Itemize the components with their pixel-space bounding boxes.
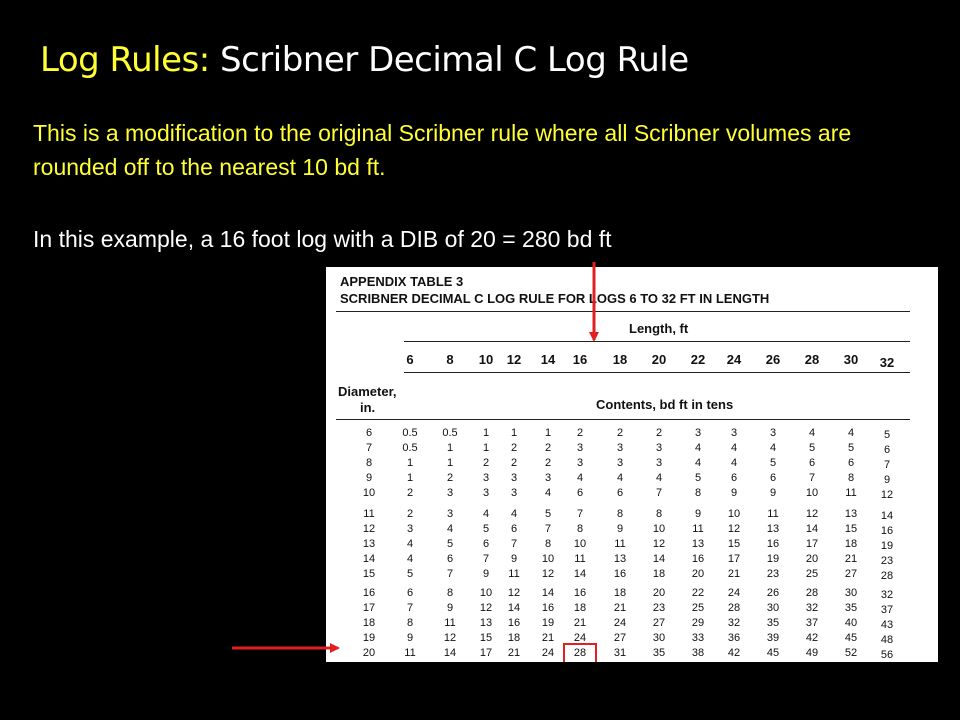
volume-cell: 20 xyxy=(805,553,819,565)
volume-cell: 7 xyxy=(576,508,584,520)
volume-cell: 3 xyxy=(694,427,702,439)
volume-cell: 32 xyxy=(805,602,819,614)
volume-cell: 4 xyxy=(482,508,490,520)
volume-cell: 4 xyxy=(694,457,702,469)
length-header-cell: 22 xyxy=(690,352,706,367)
diameter-cell: 9 xyxy=(365,472,373,484)
volume-cell: 7 xyxy=(808,472,816,484)
volume-cell: 4 xyxy=(544,487,552,499)
table-heading: APPENDIX TABLE 3 xyxy=(340,274,464,289)
volume-cell: 7 xyxy=(406,602,414,614)
volume-cell: 10 xyxy=(805,487,819,499)
volume-cell: 14 xyxy=(541,587,555,599)
volume-cell: 0.5 xyxy=(402,442,418,454)
volume-cell: 1 xyxy=(446,457,454,469)
volume-cell: 5 xyxy=(883,429,891,441)
volume-cell: 9 xyxy=(510,553,518,565)
volume-cell: 2 xyxy=(406,487,414,499)
volume-cell: 12 xyxy=(479,602,493,614)
volume-cell: 10 xyxy=(573,538,587,550)
volume-cell: 30 xyxy=(652,632,666,644)
volume-cell: 4 xyxy=(406,553,414,565)
length-header-cell: 6 xyxy=(406,352,414,367)
volume-cell: 3 xyxy=(510,472,518,484)
volume-cell: 3 xyxy=(730,427,738,439)
volume-cell: 6 xyxy=(847,457,855,469)
volume-cell: 7 xyxy=(482,553,490,565)
volume-cell: 24 xyxy=(573,632,587,644)
volume-cell: 18 xyxy=(573,602,587,614)
length-header-cell: 32 xyxy=(879,355,895,370)
volume-cell: 3 xyxy=(616,442,624,454)
volume-cell: 21 xyxy=(844,553,858,565)
volume-cell: 14 xyxy=(507,602,521,614)
diameter-cell: 15 xyxy=(362,568,376,580)
volume-cell: 1 xyxy=(406,472,414,484)
length-header-cell: 12 xyxy=(506,352,522,367)
volume-cell: 8 xyxy=(406,617,414,629)
volume-cell: 11 xyxy=(444,617,456,629)
volume-cell: 13 xyxy=(613,553,627,565)
volume-cell: 5 xyxy=(482,523,490,535)
volume-cell: 3 xyxy=(482,472,490,484)
diameter-cell: 20 xyxy=(362,647,376,659)
volume-cell: 27 xyxy=(652,617,666,629)
volume-cell: 2 xyxy=(655,427,663,439)
volume-cell: 9 xyxy=(446,602,454,614)
volume-cell: 11 xyxy=(767,508,779,520)
volume-cell: 9 xyxy=(883,474,891,486)
volume-cell: 45 xyxy=(844,632,858,644)
volume-cell: 29 xyxy=(691,617,705,629)
volume-cell: 1 xyxy=(482,427,490,439)
volume-cell: 26 xyxy=(766,587,780,599)
volume-cell: 12 xyxy=(880,489,894,501)
volume-cell: 25 xyxy=(805,568,819,580)
volume-cell: 36 xyxy=(727,632,741,644)
volume-cell: 3 xyxy=(769,427,777,439)
volume-cell: 6 xyxy=(482,538,490,550)
volume-cell: 19 xyxy=(541,617,555,629)
diameter-cell: 10 xyxy=(362,487,376,499)
volume-cell: 5 xyxy=(544,508,552,520)
volume-cell: 4 xyxy=(406,538,414,550)
volume-cell: 9 xyxy=(406,632,414,644)
volume-cell: 11 xyxy=(508,568,520,580)
volume-cell: 23 xyxy=(652,602,666,614)
diameter-label: Diameter, xyxy=(338,384,397,399)
volume-cell: 21 xyxy=(507,647,521,659)
length-header-cell: 24 xyxy=(726,352,742,367)
volume-cell: 12 xyxy=(652,538,666,550)
volume-cell: 9 xyxy=(730,487,738,499)
volume-cell: 1 xyxy=(446,442,454,454)
volume-cell: 5 xyxy=(694,472,702,484)
volume-cell: 8 xyxy=(694,487,702,499)
volume-cell: 15 xyxy=(844,523,858,535)
diameter-cell: 11 xyxy=(363,508,375,520)
volume-cell: 21 xyxy=(573,617,587,629)
table-subheading: SCRIBNER DECIMAL C LOG RULE FOR LOGS 6 TO 32 FT IN LENGTH xyxy=(340,291,770,306)
volume-cell: 4 xyxy=(694,442,702,454)
volume-cell: 18 xyxy=(652,568,666,580)
volume-cell: 25 xyxy=(691,602,705,614)
volume-cell: 14 xyxy=(880,510,894,522)
title-prefix: Log Rules: xyxy=(40,40,210,80)
volume-cell: 37 xyxy=(805,617,819,629)
volume-cell: 3 xyxy=(616,457,624,469)
volume-cell: 2 xyxy=(482,457,490,469)
volume-cell: 9 xyxy=(616,523,624,535)
volume-cell: 3 xyxy=(655,442,663,454)
volume-cell: 6 xyxy=(616,487,624,499)
example-paragraph: In this example, a 16 foot log with a DIB of 20 = 280 bd ft xyxy=(33,226,612,252)
volume-cell: 42 xyxy=(805,632,819,644)
volume-cell: 2 xyxy=(544,442,552,454)
volume-cell: 3 xyxy=(544,472,552,484)
diameter-cell: 18 xyxy=(362,617,376,629)
volume-cell: 17 xyxy=(805,538,819,550)
volume-cell: 8 xyxy=(616,508,624,520)
volume-cell: 15 xyxy=(479,632,493,644)
volume-cell: 9 xyxy=(694,508,702,520)
volume-cell: 1 xyxy=(544,427,552,439)
diameter-cell: 16 xyxy=(362,587,376,599)
volume-cell: 14 xyxy=(573,568,587,580)
volume-cell: 9 xyxy=(482,568,490,580)
volume-cell: 16 xyxy=(507,617,521,629)
volume-cell: 3 xyxy=(406,523,414,535)
volume-cell: 11 xyxy=(574,553,586,565)
volume-cell: 8 xyxy=(446,587,454,599)
volume-cell: 6 xyxy=(769,472,777,484)
volume-cell: 16 xyxy=(880,525,894,537)
volume-cell: 1 xyxy=(482,442,490,454)
volume-cell: 2 xyxy=(544,457,552,469)
volume-cell: 16 xyxy=(613,568,627,580)
volume-cell: 4 xyxy=(655,472,663,484)
volume-cell: 27 xyxy=(844,568,858,580)
volume-cell: 5 xyxy=(808,442,816,454)
volume-cell: 30 xyxy=(844,587,858,599)
volume-cell: 14 xyxy=(652,553,666,565)
volume-cell: 14 xyxy=(805,523,819,535)
volume-cell: 52 xyxy=(844,647,858,659)
volume-cell: 16 xyxy=(691,553,705,565)
volume-cell: 12 xyxy=(507,587,521,599)
volume-cell: 13 xyxy=(691,538,705,550)
volume-cell: 16 xyxy=(541,602,555,614)
volume-cell: 24 xyxy=(613,617,627,629)
volume-cell: 5 xyxy=(406,568,414,580)
volume-cell: 56 xyxy=(880,649,894,661)
diameter-cell: 14 xyxy=(362,553,376,565)
volume-cell: 12 xyxy=(443,632,457,644)
volume-cell: 10 xyxy=(727,508,741,520)
volume-cell: 10 xyxy=(479,587,493,599)
volume-cell: 0.5 xyxy=(402,427,418,439)
volume-cell: 3 xyxy=(482,487,490,499)
diameter-cell: 7 xyxy=(365,442,373,454)
volume-cell: 17 xyxy=(727,553,741,565)
volume-cell: 43 xyxy=(880,619,894,631)
volume-cell: 35 xyxy=(766,617,780,629)
volume-cell: 18 xyxy=(507,632,521,644)
volume-cell: 3 xyxy=(510,487,518,499)
volume-cell: 31 xyxy=(613,647,627,659)
volume-cell: 28 xyxy=(880,570,894,582)
volume-cell: 16 xyxy=(573,587,587,599)
volume-cell: 2 xyxy=(510,457,518,469)
volume-cell: 8 xyxy=(847,472,855,484)
volume-cell: 22 xyxy=(691,587,705,599)
volume-cell: 4 xyxy=(510,508,518,520)
volume-cell: 24 xyxy=(541,647,555,659)
diameter-cell: 17 xyxy=(362,602,376,614)
volume-cell: 32 xyxy=(727,617,741,629)
volume-cell: 6 xyxy=(883,444,891,456)
volume-cell: 5 xyxy=(847,442,855,454)
volume-cell: 15 xyxy=(727,538,741,550)
volume-cell: 4 xyxy=(808,427,816,439)
volume-cell: 3 xyxy=(446,487,454,499)
volume-cell: 21 xyxy=(727,568,741,580)
volume-cell: 11 xyxy=(692,523,704,535)
volume-cell: 13 xyxy=(844,508,858,520)
volume-cell: 45 xyxy=(766,647,780,659)
volume-cell: 2 xyxy=(576,427,584,439)
length-label: Length, ft xyxy=(629,321,689,336)
volume-cell: 16 xyxy=(766,538,780,550)
diameter-cell: 12 xyxy=(362,523,376,535)
volume-cell: 21 xyxy=(613,602,627,614)
volume-cell: 14 xyxy=(443,647,457,659)
volume-cell: 35 xyxy=(652,647,666,659)
volume-cell: 10 xyxy=(541,553,555,565)
diameter-cell: 6 xyxy=(365,427,373,439)
volume-cell: 21 xyxy=(541,632,555,644)
volume-cell: 5 xyxy=(446,538,454,550)
diameter-cell: 19 xyxy=(362,632,376,644)
length-header-cell: 14 xyxy=(540,352,556,367)
diameter-unit: in. xyxy=(360,400,376,415)
volume-cell: 18 xyxy=(613,587,627,599)
volume-cell: 7 xyxy=(510,538,518,550)
volume-cell: 5 xyxy=(769,457,777,469)
volume-cell: 1 xyxy=(406,457,414,469)
volume-cell: 11 xyxy=(845,487,857,499)
length-header-cell: 8 xyxy=(446,352,454,367)
length-header-cell: 30 xyxy=(843,352,859,367)
volume-cell: 23 xyxy=(766,568,780,580)
volume-cell: 3 xyxy=(576,442,584,454)
volume-cell: 12 xyxy=(727,523,741,535)
volume-cell: 3 xyxy=(655,457,663,469)
volume-cell: 18 xyxy=(844,538,858,550)
volume-cell: 6 xyxy=(406,587,414,599)
volume-cell: 10 xyxy=(652,523,666,535)
volume-cell: 2 xyxy=(510,442,518,454)
volume-cell: 2 xyxy=(616,427,624,439)
volume-cell: 6 xyxy=(576,487,584,499)
volume-cell: 0.5 xyxy=(442,427,458,439)
volume-cell: 13 xyxy=(766,523,780,535)
volume-cell: 40 xyxy=(844,617,858,629)
volume-cell: 13 xyxy=(479,617,493,629)
volume-cell: 8 xyxy=(576,523,584,535)
volume-cell: 1 xyxy=(510,427,518,439)
volume-cell: 33 xyxy=(691,632,705,644)
volume-cell: 20 xyxy=(652,587,666,599)
volume-cell: 38 xyxy=(691,647,705,659)
volume-cell: 7 xyxy=(446,568,454,580)
volume-cell: 28 xyxy=(573,647,587,659)
volume-cell: 37 xyxy=(880,604,894,616)
volume-cell: 17 xyxy=(479,647,493,659)
volume-cell: 20 xyxy=(691,568,705,580)
length-header-cell: 20 xyxy=(651,352,667,367)
diameter-cell: 8 xyxy=(365,457,373,469)
volume-cell: 3 xyxy=(576,457,584,469)
volume-cell: 42 xyxy=(727,647,741,659)
volume-cell: 39 xyxy=(766,632,780,644)
volume-cell: 7 xyxy=(655,487,663,499)
volume-cell: 4 xyxy=(769,442,777,454)
volume-cell: 12 xyxy=(805,508,819,520)
volume-cell: 6 xyxy=(510,523,518,535)
volume-cell: 32 xyxy=(880,589,894,601)
volume-cell: 19 xyxy=(880,540,894,552)
volume-cell: 8 xyxy=(544,538,552,550)
volume-cell: 11 xyxy=(614,538,626,550)
volume-cell: 48 xyxy=(880,634,894,646)
volume-cell: 12 xyxy=(541,568,555,580)
diameter-cell: 13 xyxy=(362,538,376,550)
length-header-cell: 16 xyxy=(572,352,588,367)
volume-cell: 28 xyxy=(805,587,819,599)
description-paragraph: This is a modification to the original Scribner rule where all Scribner volumes are rounded off to the nearest 10 bd ft. xyxy=(33,120,852,180)
length-header-cell: 10 xyxy=(478,352,494,367)
volume-cell: 24 xyxy=(727,587,741,599)
volume-cell: 2 xyxy=(406,508,414,520)
volume-cell: 35 xyxy=(844,602,858,614)
volume-cell: 23 xyxy=(880,555,894,567)
volume-cell: 19 xyxy=(766,553,780,565)
volume-cell: 6 xyxy=(446,553,454,565)
volume-cell: 8 xyxy=(655,508,663,520)
volume-cell: 4 xyxy=(616,472,624,484)
volume-cell: 11 xyxy=(404,647,416,659)
volume-cell: 27 xyxy=(613,632,627,644)
volume-cell: 6 xyxy=(730,472,738,484)
volume-cell: 7 xyxy=(544,523,552,535)
volume-cell: 28 xyxy=(727,602,741,614)
volume-cell: 4 xyxy=(576,472,584,484)
volume-cell: 7 xyxy=(883,459,891,471)
title-main: Scribner Decimal C Log Rule xyxy=(220,40,689,80)
volume-cell: 49 xyxy=(805,647,819,659)
volume-cell: 30 xyxy=(766,602,780,614)
contents-label: Contents, bd ft in tens xyxy=(596,397,734,412)
volume-cell: 2 xyxy=(446,472,454,484)
volume-cell: 4 xyxy=(847,427,855,439)
length-header-cell: 26 xyxy=(765,352,781,367)
volume-cell: 3 xyxy=(446,508,454,520)
length-header-cell: 28 xyxy=(804,352,820,367)
volume-cell: 4 xyxy=(730,442,738,454)
length-header-cell: 18 xyxy=(612,352,628,367)
volume-cell: 4 xyxy=(730,457,738,469)
volume-cell: 4 xyxy=(446,523,454,535)
volume-cell: 6 xyxy=(808,457,816,469)
volume-cell: 9 xyxy=(769,487,777,499)
